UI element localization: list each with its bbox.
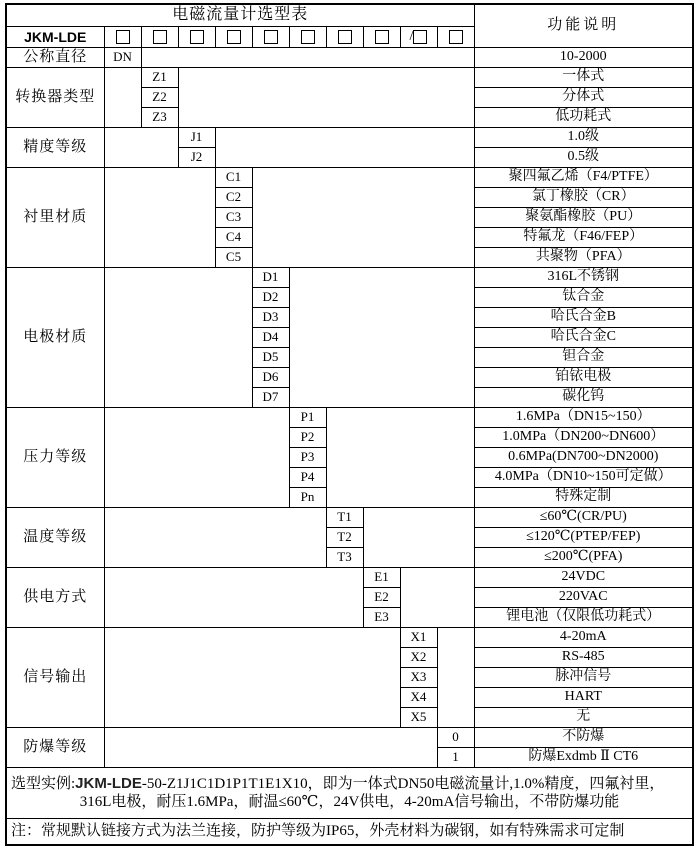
function-cell-c2: 氯丁橡胶（CR）: [474, 188, 693, 208]
function-cell-c1: 聚四氟乙烯（F4/PTFE）: [474, 168, 693, 188]
category-pressure-rating: 压力等级: [6, 408, 104, 508]
table-title: 电磁流量计选型表: [6, 4, 474, 27]
function-cell-x1: 4-20mA: [474, 628, 693, 648]
function-cell-pn: 特殊定制: [474, 488, 693, 508]
function-cell-d1: 316L不锈钢: [474, 268, 693, 288]
function-cell-t2: ≤120℃(PTEP/FEP): [474, 528, 693, 548]
model-code-slot-8[interactable]: [363, 27, 400, 48]
code-cell-d7: D7: [252, 388, 289, 408]
code-cell-d5: D5: [252, 348, 289, 368]
model-code-slot-3[interactable]: [178, 27, 215, 48]
category-signal-output: 信号输出: [6, 628, 104, 728]
category-temperature-rating: 温度等级: [6, 508, 104, 568]
function-cell-x3: 脉冲信号: [474, 668, 693, 688]
function-cell-p2: 1.0MPa（DN200~DN600）: [474, 428, 693, 448]
model-code-slot-7[interactable]: [326, 27, 363, 48]
code-cell-p3: P3: [289, 448, 326, 468]
code-cell-d6: D6: [252, 368, 289, 388]
code-cell-c5: C5: [215, 248, 252, 268]
spacer-cell: [252, 168, 474, 268]
checkbox-icon: [227, 30, 241, 44]
example-line1-rest: -50-Z1J1C1D1P1T1E1X10，即为一体式DN50电磁流量计,1.0%精度，四氟衬里，: [141, 776, 665, 793]
spacer-cell: [141, 48, 474, 68]
spacer-cell: [437, 628, 474, 728]
category-nominal-diameter: 公称直径: [6, 48, 104, 68]
code-cell-dn: DN: [104, 48, 141, 68]
code-cell-d1: D1: [252, 268, 289, 288]
checkbox-icon: [301, 30, 315, 44]
spacer-cell: [215, 128, 474, 168]
spacer-cell: [326, 408, 474, 508]
function-cell-d4: 哈氏合金C: [474, 328, 693, 348]
function-cell-p4: 4.0MPa（DN10~150可定做）: [474, 468, 693, 488]
checkbox-icon: [264, 30, 278, 44]
function-cell-d5: 钽合金: [474, 348, 693, 368]
function-cell-e3: 锂电池（仅限低功耗式）: [474, 608, 693, 628]
code-cell-e3: E3: [363, 608, 400, 628]
code-cell-x2: X2: [400, 648, 437, 668]
model-code-slot-10[interactable]: [437, 27, 474, 48]
function-cell-c4: 特氟龙（F46/FEP）: [474, 228, 693, 248]
checkbox-icon: [449, 30, 463, 44]
code-cell-c1: C1: [215, 168, 252, 188]
checkbox-icon: [116, 30, 130, 44]
selection-example-line2: 316L电极，耐压1.6MPa，耐温≤60℃，24V供电，4-20mA信号输出，不带防爆功能: [79, 793, 620, 810]
spacer-cell: [104, 728, 437, 768]
model-code-slot-1[interactable]: [104, 27, 141, 48]
code-cell-d3: D3: [252, 308, 289, 328]
code-cell-z1: Z1: [141, 68, 178, 88]
spacer-cell: [104, 268, 252, 408]
spacer-cell: [104, 128, 178, 168]
function-cell-e1: 24VDC: [474, 568, 693, 588]
category-converter-type: 转换器类型: [6, 68, 104, 128]
category-power-supply: 供电方式: [6, 568, 104, 628]
code-cell-x3: X3: [400, 668, 437, 688]
spacer-cell: [363, 508, 474, 568]
code-cell-x4: X4: [400, 688, 437, 708]
code-cell-p4: P4: [289, 468, 326, 488]
function-column-header: 功能说明: [474, 4, 693, 48]
code-cell-c2: C2: [215, 188, 252, 208]
spacer-cell: [104, 508, 326, 568]
function-cell-dn: 10-2000: [474, 48, 693, 68]
spacer-cell: [104, 168, 215, 268]
function-cell-c3: 聚氨酯橡胶（PU）: [474, 208, 693, 228]
function-cell-p3: 0.6MPa(DN700~DN2000): [474, 448, 693, 468]
model-code-slot-9[interactable]: [400, 27, 437, 48]
checkbox-icon: [153, 30, 167, 44]
function-cell-d6: 铂铱电极: [474, 368, 693, 388]
function-cell-x2: RS-485: [474, 648, 693, 668]
model-code-slot-6[interactable]: [289, 27, 326, 48]
model-code-slot-2[interactable]: [141, 27, 178, 48]
code-cell-t3: T3: [326, 548, 363, 568]
function-cell-j2: 0.5级: [474, 148, 693, 168]
function-cell-j1: 1.0级: [474, 128, 693, 148]
model-code-slot-4[interactable]: [215, 27, 252, 48]
code-cell-d4: D4: [252, 328, 289, 348]
code-cell-c4: C4: [215, 228, 252, 248]
function-cell-x5: 无: [474, 708, 693, 728]
code-cell-t2: T2: [326, 528, 363, 548]
code-cell-p1: P1: [289, 408, 326, 428]
function-cell-d7: 碳化钨: [474, 388, 693, 408]
checkbox-icon: [375, 30, 389, 44]
spacer-cell: [104, 568, 363, 628]
spacer-cell: [400, 568, 474, 628]
spacer-cell: [178, 68, 474, 128]
code-cell-t1: T1: [326, 508, 363, 528]
function-cell-z2: 分体式: [474, 88, 693, 108]
selection-table: [5, 3, 694, 846]
function-cell-d3: 哈氏合金B: [474, 308, 693, 328]
function-cell-z3: 低功耗式: [474, 108, 693, 128]
spacer-cell: [289, 268, 474, 408]
model-code-slot-5[interactable]: [252, 27, 289, 48]
function-cell-d2: 钛合金: [474, 288, 693, 308]
category-explosion-proof-rating: 防爆等级: [6, 728, 104, 768]
spacer-cell: [104, 408, 289, 508]
function-cell-t3: ≤200℃(PFA): [474, 548, 693, 568]
function-cell-0: 不防爆: [474, 728, 693, 748]
function-cell-z1: 一体式: [474, 68, 693, 88]
code-cell-z3: Z3: [141, 108, 178, 128]
checkbox-icon: [338, 30, 352, 44]
function-cell-x4: HART: [474, 688, 693, 708]
spacer-cell: [104, 628, 400, 728]
slot-prefix: /: [409, 28, 414, 44]
category-lining-material: 衬里材质: [6, 168, 104, 268]
code-cell-d2: D2: [252, 288, 289, 308]
code-cell-1: 1: [437, 748, 474, 768]
code-cell-p2: P2: [289, 428, 326, 448]
code-cell-j2: J2: [178, 148, 215, 168]
example-model-code: JKM-LDE: [75, 775, 142, 793]
code-cell-pn: Pn: [289, 488, 326, 508]
code-cell-e2: E2: [363, 588, 400, 608]
function-cell-p1: 1.6MPa（DN15~150）: [474, 408, 693, 428]
category-accuracy-class: 精度等级: [6, 128, 104, 168]
code-cell-e1: E1: [363, 568, 400, 588]
example-prefix: 选型实例:: [11, 776, 76, 793]
code-cell-x5: X5: [400, 708, 437, 728]
spacer-cell: [104, 68, 141, 128]
checkbox-icon: [413, 30, 427, 44]
selection-example: [6, 768, 693, 819]
code-cell-j1: J1: [178, 128, 215, 148]
code-cell-0: 0: [437, 728, 474, 748]
function-cell-c5: 共聚物（PFA）: [474, 248, 693, 268]
function-cell-1: 防爆Exdmb Ⅱ CT6: [474, 748, 693, 768]
function-cell-e2: 220VAC: [474, 588, 693, 608]
category-electrode-material: 电极材质: [6, 268, 104, 408]
footnote: 注：常规默认链接方式为法兰连接，防护等级为IP65，外壳材料为碳钢，如有特殊需求可定制: [6, 819, 693, 846]
model-prefix-label: JKM-LDE: [6, 27, 104, 48]
code-cell-z2: Z2: [141, 88, 178, 108]
function-cell-t1: ≤60℃(CR/PU): [474, 508, 693, 528]
code-cell-c3: C3: [215, 208, 252, 228]
selection-example-line1: [11, 775, 688, 793]
checkbox-icon: [190, 30, 204, 44]
code-cell-x1: X1: [400, 628, 437, 648]
